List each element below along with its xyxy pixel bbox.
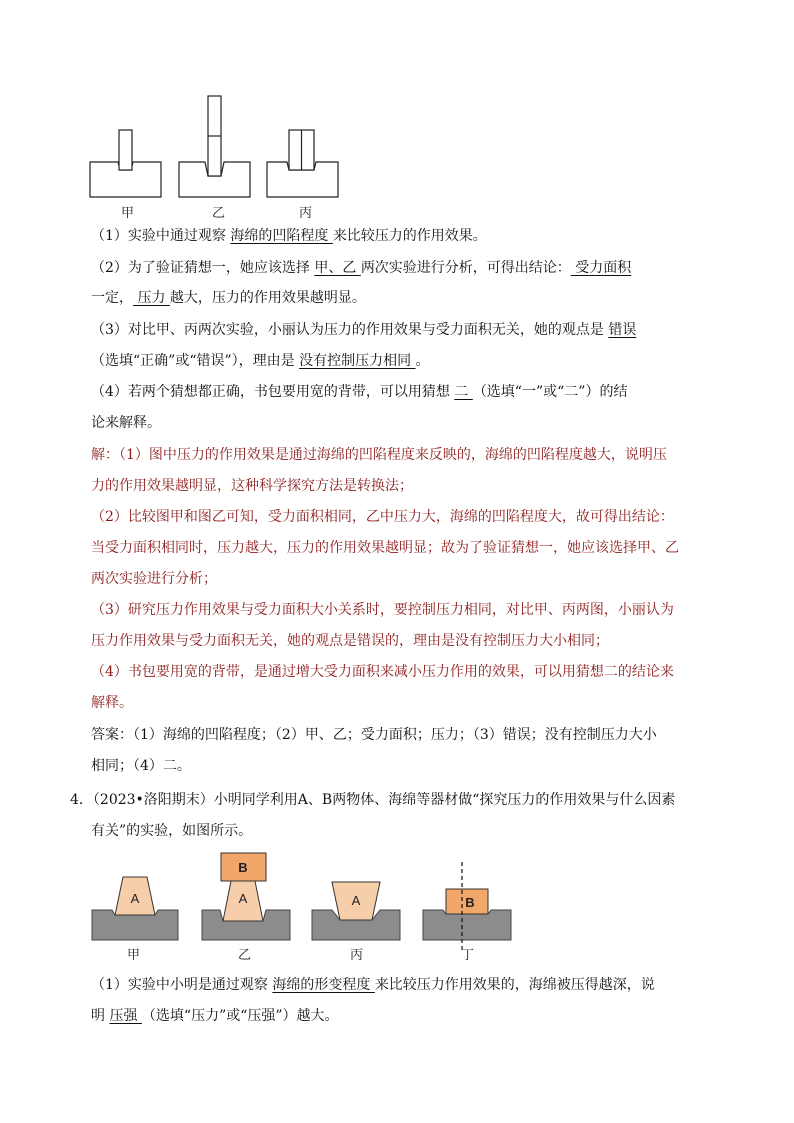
q3-part3-cont-text: （选填“正确”或“错误”），理由是 xyxy=(91,353,300,369)
q3-part3-text: （3）对比甲、丙两次实验，小丽认为压力的作用效果与受力面积无关，她的观点是 xyxy=(91,322,609,338)
q3-part1-answer: 海绵的凹陷程度 xyxy=(230,228,333,244)
q4-part1-cont-tail: （选填“压力”或“压强”）越大。 xyxy=(141,1008,339,1024)
solution-line-8: （4）书包要用宽的背带，是通过增大受力面积来减小压力作用的效果，可以用猜想二的结论来 xyxy=(91,664,674,680)
solution-line-7: 压力作用效果与受力面积无关，她的观点是错误的，理由是没有控制压力大小相同； xyxy=(91,633,609,649)
q3-part2-answer-1: 甲、乙 xyxy=(314,260,361,276)
q4-part1 xyxy=(91,975,655,995)
q3-part1-text: （1）实验中通过观察 xyxy=(91,228,231,244)
q3-part2-mid: 两次实验进行分析，可得出结论： xyxy=(360,260,571,276)
q4-part1-text: （1）实验中小明是通过观察 xyxy=(91,977,273,993)
figure-2-ding-block-b-label: B xyxy=(465,895,475,910)
q3-part2-answer-2: 受力面积 xyxy=(570,260,632,276)
q3-part3-answer-1: 错误 xyxy=(608,322,637,338)
figure-2-panel-bing xyxy=(312,882,400,940)
solution-line-1: 解：（1）图中压力的作用效果是通过海绵的凹陷程度来反映的，海绵的凹陷程度越大，说明压 xyxy=(91,447,667,463)
solution-line-3: （2）比较图甲和图乙可知，受力面积相同，乙中压力大，海绵的凹陷程度大，故可得出结论： xyxy=(91,509,674,525)
q4-part1-answer: 海绵的形变程度 xyxy=(272,977,375,993)
q4-part1-tail: 来比较压力作用效果的，海绵被压得越深，说 xyxy=(374,977,655,993)
answer-line-2: 相同；（4）二。 xyxy=(91,758,191,774)
q3-part2-answer-3: 压力 xyxy=(133,290,170,306)
figure-2-label-ding: 丁 xyxy=(461,948,475,963)
figure-2-bing-block-a-label: A xyxy=(351,893,361,908)
q4-part1-answer-2: 压强 xyxy=(109,1008,142,1024)
q3-part4-tail: （选填“一”或“二”）的结 xyxy=(472,384,628,400)
figure-2-panel-yi xyxy=(202,853,290,940)
solution-line-5: 两次实验进行分析； xyxy=(91,571,217,587)
figure-2-yi-block-b-label: B xyxy=(238,860,248,875)
q3-part4-cont: 论来解释。 xyxy=(91,415,161,431)
figure-2-label-bing: 丙 xyxy=(350,948,364,963)
figure-1-label-yi: 乙 xyxy=(212,206,226,221)
solution-line-6: （3）研究压力作用效果与受力面积大小关系时，要控制压力相同，对比甲、丙两图，小丽认为 xyxy=(91,602,674,618)
q3-part4-text: （4）若两个猜想都正确，书包要用宽的背带，可以用猜想 xyxy=(91,384,455,400)
q4-part1-cont xyxy=(91,1006,339,1026)
q3-part3-cont-tail: 。 xyxy=(415,353,430,369)
figure-2-label-yi: 乙 xyxy=(238,948,252,963)
figure-2-panel-ding xyxy=(423,862,511,950)
q3-part2-text: （2）为了验证猜想一，她应该选择 xyxy=(91,260,315,276)
figure-2-jia-block-a-label: A xyxy=(130,891,140,906)
figure-2-panel-jia xyxy=(92,877,178,940)
q3-part4-answer: 二 xyxy=(454,384,473,400)
q3-part2-cont-text: 一定， xyxy=(91,290,133,306)
figure-2-label-jia: 甲 xyxy=(127,948,141,963)
q4-stem-line-1: 4．（2023•洛阳期末）小明同学利用A、B两物体、海绵等器材做“探究压力的作用效果与什么因素 xyxy=(70,792,676,808)
q4-stem-line-2: 有关”的实验，如图所示。 xyxy=(91,823,253,839)
solution-line-9: 解释。 xyxy=(91,695,133,711)
q4-part1-cont-text: 明 xyxy=(91,1008,110,1024)
solution-line-4: 当受力面积相同时，压力越大，压力的作用效果越明显；故为了验证猜想一，她应该选择甲、乙 xyxy=(91,540,679,556)
figure-2-yi-block-a-label: A xyxy=(238,891,248,906)
figure-1-label-bing: 丙 xyxy=(299,206,313,221)
q3-part1-tail: 来比较压力的作用效果。 xyxy=(332,228,487,244)
q3-part2-cont-tail: 越大，压力的作用效果越明显。 xyxy=(169,290,366,306)
q3-part3-answer-2: 没有控制压力相同 xyxy=(299,353,416,369)
solution-line-2: 力的作用效果越明显，这种科学探究方法是转换法； xyxy=(91,478,413,494)
answer-line-1: 答案：（1）海绵的凹陷程度；（2）甲、乙；受力面积；压力；（3）错误；没有控制压力大小 xyxy=(91,727,657,743)
figure-1-label-jia: 甲 xyxy=(121,206,135,221)
